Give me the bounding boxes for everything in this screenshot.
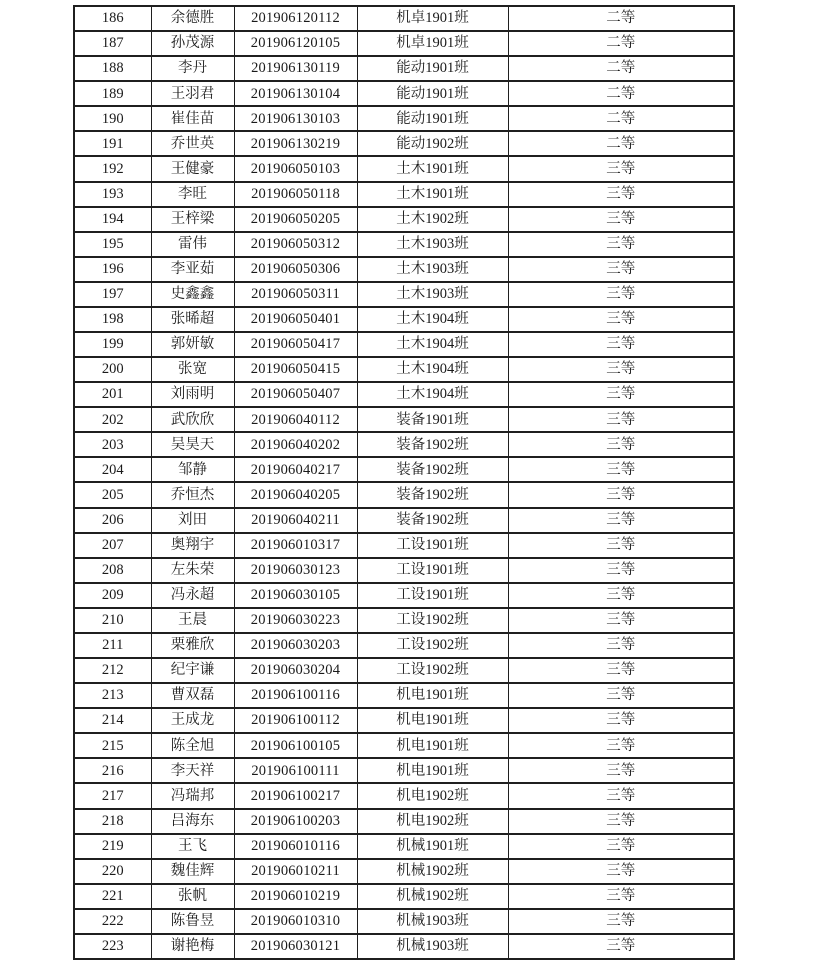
name-cell: 李天祥 xyxy=(151,758,234,783)
student-id-cell: 201906050103 xyxy=(234,156,357,181)
class-cell: 土木1901班 xyxy=(357,182,508,207)
class-cell: 装备1901班 xyxy=(357,407,508,432)
award-cell: 三等 xyxy=(508,482,734,507)
class-cell: 工设1901班 xyxy=(357,558,508,583)
name-cell: 吕海东 xyxy=(151,809,234,834)
table-row xyxy=(74,758,734,783)
student-id-cell: 201906030223 xyxy=(234,608,357,633)
row-number-cell: 195 xyxy=(74,232,151,257)
table-row xyxy=(74,257,734,282)
row-number-cell: 218 xyxy=(74,809,151,834)
class-cell: 机械1902班 xyxy=(357,859,508,884)
class-cell: 土木1904班 xyxy=(357,382,508,407)
name-cell: 李旺 xyxy=(151,182,234,207)
table-row xyxy=(74,81,734,106)
row-number-cell: 214 xyxy=(74,708,151,733)
name-cell: 魏佳辉 xyxy=(151,859,234,884)
table-row xyxy=(74,31,734,56)
table-row xyxy=(74,558,734,583)
row-number-cell: 216 xyxy=(74,758,151,783)
name-cell: 郭妍敏 xyxy=(151,332,234,357)
table-row xyxy=(74,934,734,959)
award-cell: 三等 xyxy=(508,633,734,658)
table-row xyxy=(74,909,734,934)
name-cell: 崔佳苗 xyxy=(151,106,234,131)
row-number-cell: 223 xyxy=(74,934,151,959)
student-id-cell: 201906050311 xyxy=(234,282,357,307)
class-cell: 装备1902班 xyxy=(357,508,508,533)
student-id-cell: 201906040217 xyxy=(234,457,357,482)
class-cell: 机电1901班 xyxy=(357,683,508,708)
table-row xyxy=(74,332,734,357)
name-cell: 冯永超 xyxy=(151,583,234,608)
table-row xyxy=(74,432,734,457)
award-cell: 三等 xyxy=(508,834,734,859)
row-number-cell: 190 xyxy=(74,106,151,131)
class-cell: 土木1901班 xyxy=(357,156,508,181)
name-cell: 武欣欣 xyxy=(151,407,234,432)
table-row xyxy=(74,733,734,758)
award-cell: 三等 xyxy=(508,432,734,457)
student-id-cell: 201906130103 xyxy=(234,106,357,131)
student-id-cell: 201906100105 xyxy=(234,733,357,758)
student-id-cell: 201906130119 xyxy=(234,56,357,81)
award-cell: 三等 xyxy=(508,282,734,307)
student-id-cell: 201906030121 xyxy=(234,934,357,959)
student-id-cell: 201906050306 xyxy=(234,257,357,282)
table-row xyxy=(74,482,734,507)
name-cell: 王飞 xyxy=(151,834,234,859)
table-row xyxy=(74,533,734,558)
table-row xyxy=(74,131,734,156)
row-number-cell: 200 xyxy=(74,357,151,382)
award-cell: 三等 xyxy=(508,357,734,382)
class-cell: 装备1902班 xyxy=(357,432,508,457)
award-cell: 二等 xyxy=(508,6,734,31)
student-id-cell: 201906100116 xyxy=(234,683,357,708)
award-cell: 三等 xyxy=(508,708,734,733)
table-row xyxy=(74,708,734,733)
class-cell: 能动1901班 xyxy=(357,81,508,106)
class-cell: 机械1901班 xyxy=(357,834,508,859)
class-cell: 土木1903班 xyxy=(357,282,508,307)
table-row xyxy=(74,658,734,683)
award-cell: 三等 xyxy=(508,257,734,282)
student-id-cell: 201906030203 xyxy=(234,633,357,658)
row-number-cell: 193 xyxy=(74,182,151,207)
table-row xyxy=(74,683,734,708)
name-cell: 王健豪 xyxy=(151,156,234,181)
name-cell: 奥翔宇 xyxy=(151,533,234,558)
award-cell: 三等 xyxy=(508,156,734,181)
row-number-cell: 220 xyxy=(74,859,151,884)
row-number-cell: 192 xyxy=(74,156,151,181)
class-cell: 土木1904班 xyxy=(357,307,508,332)
table-row xyxy=(74,282,734,307)
table-row xyxy=(74,834,734,859)
award-cell: 三等 xyxy=(508,207,734,232)
class-cell: 机械1903班 xyxy=(357,909,508,934)
class-cell: 机械1902班 xyxy=(357,884,508,909)
award-cell: 三等 xyxy=(508,783,734,808)
class-cell: 机电1901班 xyxy=(357,708,508,733)
student-id-cell: 201906040205 xyxy=(234,482,357,507)
row-number-cell: 202 xyxy=(74,407,151,432)
table-row xyxy=(74,783,734,808)
award-cell: 二等 xyxy=(508,106,734,131)
row-number-cell: 201 xyxy=(74,382,151,407)
table-row xyxy=(74,6,734,31)
student-id-cell: 201906010317 xyxy=(234,533,357,558)
student-id-cell: 201906100112 xyxy=(234,708,357,733)
class-cell: 机电1902班 xyxy=(357,809,508,834)
name-cell: 王梓梁 xyxy=(151,207,234,232)
name-cell: 李亚茹 xyxy=(151,257,234,282)
table-row xyxy=(74,357,734,382)
row-number-cell: 209 xyxy=(74,583,151,608)
table-row xyxy=(74,207,734,232)
name-cell: 栗雅欣 xyxy=(151,633,234,658)
class-cell: 机卓1901班 xyxy=(357,31,508,56)
table-row xyxy=(74,457,734,482)
award-cell: 二等 xyxy=(508,56,734,81)
student-id-cell: 201906100217 xyxy=(234,783,357,808)
class-cell: 工设1901班 xyxy=(357,533,508,558)
row-number-cell: 212 xyxy=(74,658,151,683)
row-number-cell: 189 xyxy=(74,81,151,106)
class-cell: 机械1903班 xyxy=(357,934,508,959)
name-cell: 冯瑞邦 xyxy=(151,783,234,808)
row-number-cell: 208 xyxy=(74,558,151,583)
table-row xyxy=(74,508,734,533)
name-cell: 曹双磊 xyxy=(151,683,234,708)
name-cell: 孙茂源 xyxy=(151,31,234,56)
row-number-cell: 191 xyxy=(74,131,151,156)
row-number-cell: 206 xyxy=(74,508,151,533)
award-cell: 三等 xyxy=(508,583,734,608)
class-cell: 能动1901班 xyxy=(357,56,508,81)
student-id-cell: 201906130219 xyxy=(234,131,357,156)
row-number-cell: 217 xyxy=(74,783,151,808)
class-cell: 土木1903班 xyxy=(357,232,508,257)
row-number-cell: 205 xyxy=(74,482,151,507)
table-row xyxy=(74,106,734,131)
class-cell: 机卓1901班 xyxy=(357,6,508,31)
student-id-cell: 201906120105 xyxy=(234,31,357,56)
award-cell: 三等 xyxy=(508,733,734,758)
student-id-cell: 201906010310 xyxy=(234,909,357,934)
row-number-cell: 204 xyxy=(74,457,151,482)
table-row xyxy=(74,809,734,834)
award-cell: 二等 xyxy=(508,31,734,56)
name-cell: 刘田 xyxy=(151,508,234,533)
name-cell: 左朱荣 xyxy=(151,558,234,583)
table-row xyxy=(74,156,734,181)
row-number-cell: 187 xyxy=(74,31,151,56)
award-table-body xyxy=(74,6,734,959)
table-row xyxy=(74,608,734,633)
name-cell: 吴昊天 xyxy=(151,432,234,457)
class-cell: 土木1904班 xyxy=(357,357,508,382)
award-cell: 三等 xyxy=(508,558,734,583)
student-id-cell: 201906040112 xyxy=(234,407,357,432)
award-cell: 二等 xyxy=(508,81,734,106)
row-number-cell: 188 xyxy=(74,56,151,81)
name-cell: 张晞超 xyxy=(151,307,234,332)
table-row xyxy=(74,307,734,332)
award-cell: 三等 xyxy=(508,457,734,482)
student-id-cell: 201906040211 xyxy=(234,508,357,533)
row-number-cell: 203 xyxy=(74,432,151,457)
class-cell: 工设1901班 xyxy=(357,583,508,608)
name-cell: 张帆 xyxy=(151,884,234,909)
class-cell: 工设1902班 xyxy=(357,633,508,658)
award-cell: 三等 xyxy=(508,332,734,357)
name-cell: 王羽君 xyxy=(151,81,234,106)
award-cell: 三等 xyxy=(508,658,734,683)
class-cell: 工设1902班 xyxy=(357,658,508,683)
name-cell: 纪宇谦 xyxy=(151,658,234,683)
name-cell: 邹静 xyxy=(151,457,234,482)
award-cell: 三等 xyxy=(508,934,734,959)
row-number-cell: 207 xyxy=(74,533,151,558)
table-row xyxy=(74,884,734,909)
name-cell: 雷伟 xyxy=(151,232,234,257)
table-row xyxy=(74,232,734,257)
student-id-cell: 201906050401 xyxy=(234,307,357,332)
name-cell: 谢艳梅 xyxy=(151,934,234,959)
student-id-cell: 201906050205 xyxy=(234,207,357,232)
row-number-cell: 211 xyxy=(74,633,151,658)
award-cell: 三等 xyxy=(508,884,734,909)
name-cell: 余德胜 xyxy=(151,6,234,31)
student-id-cell: 201906040202 xyxy=(234,432,357,457)
row-number-cell: 186 xyxy=(74,6,151,31)
table-row xyxy=(74,407,734,432)
name-cell: 王晨 xyxy=(151,608,234,633)
class-cell: 能动1901班 xyxy=(357,106,508,131)
row-number-cell: 210 xyxy=(74,608,151,633)
student-id-cell: 201906050312 xyxy=(234,232,357,257)
award-cell: 三等 xyxy=(508,683,734,708)
name-cell: 李丹 xyxy=(151,56,234,81)
row-number-cell: 199 xyxy=(74,332,151,357)
class-cell: 土木1903班 xyxy=(357,257,508,282)
table-row xyxy=(74,583,734,608)
class-cell: 机电1901班 xyxy=(357,758,508,783)
name-cell: 史鑫鑫 xyxy=(151,282,234,307)
table-row xyxy=(74,382,734,407)
student-id-cell: 201906030105 xyxy=(234,583,357,608)
class-cell: 装备1902班 xyxy=(357,457,508,482)
table-row xyxy=(74,56,734,81)
name-cell: 陈鲁昱 xyxy=(151,909,234,934)
student-id-cell: 201906100203 xyxy=(234,809,357,834)
award-cell: 三等 xyxy=(508,809,734,834)
row-number-cell: 222 xyxy=(74,909,151,934)
table-row xyxy=(74,859,734,884)
student-id-cell: 201906050118 xyxy=(234,182,357,207)
class-cell: 装备1902班 xyxy=(357,482,508,507)
row-number-cell: 194 xyxy=(74,207,151,232)
name-cell: 王成龙 xyxy=(151,708,234,733)
student-id-cell: 201906050415 xyxy=(234,357,357,382)
award-cell: 三等 xyxy=(508,407,734,432)
award-cell: 三等 xyxy=(508,608,734,633)
award-table xyxy=(73,5,735,960)
row-number-cell: 213 xyxy=(74,683,151,708)
row-number-cell: 198 xyxy=(74,307,151,332)
student-id-cell: 201906010116 xyxy=(234,834,357,859)
name-cell: 乔世英 xyxy=(151,131,234,156)
award-cell: 三等 xyxy=(508,508,734,533)
row-number-cell: 197 xyxy=(74,282,151,307)
award-cell: 三等 xyxy=(508,909,734,934)
class-cell: 机电1901班 xyxy=(357,733,508,758)
name-cell: 张宽 xyxy=(151,357,234,382)
award-cell: 二等 xyxy=(508,131,734,156)
row-number-cell: 219 xyxy=(74,834,151,859)
student-id-cell: 201906030123 xyxy=(234,558,357,583)
award-cell: 三等 xyxy=(508,758,734,783)
student-id-cell: 201906010219 xyxy=(234,884,357,909)
table-row xyxy=(74,182,734,207)
award-cell: 三等 xyxy=(508,533,734,558)
row-number-cell: 196 xyxy=(74,257,151,282)
table-row xyxy=(74,633,734,658)
class-cell: 工设1902班 xyxy=(357,608,508,633)
class-cell: 土木1902班 xyxy=(357,207,508,232)
name-cell: 陈全旭 xyxy=(151,733,234,758)
student-id-cell: 201906050407 xyxy=(234,382,357,407)
row-number-cell: 215 xyxy=(74,733,151,758)
class-cell: 机电1902班 xyxy=(357,783,508,808)
name-cell: 刘雨明 xyxy=(151,382,234,407)
student-id-cell: 201906130104 xyxy=(234,81,357,106)
award-cell: 三等 xyxy=(508,232,734,257)
class-cell: 土木1904班 xyxy=(357,332,508,357)
student-id-cell: 201906010211 xyxy=(234,859,357,884)
award-cell: 三等 xyxy=(508,859,734,884)
award-cell: 三等 xyxy=(508,182,734,207)
student-id-cell: 201906050417 xyxy=(234,332,357,357)
award-cell: 三等 xyxy=(508,307,734,332)
student-id-cell: 201906030204 xyxy=(234,658,357,683)
award-cell: 三等 xyxy=(508,382,734,407)
student-id-cell: 201906100111 xyxy=(234,758,357,783)
class-cell: 能动1902班 xyxy=(357,131,508,156)
student-id-cell: 201906120112 xyxy=(234,6,357,31)
row-number-cell: 221 xyxy=(74,884,151,909)
name-cell: 乔恒杰 xyxy=(151,482,234,507)
